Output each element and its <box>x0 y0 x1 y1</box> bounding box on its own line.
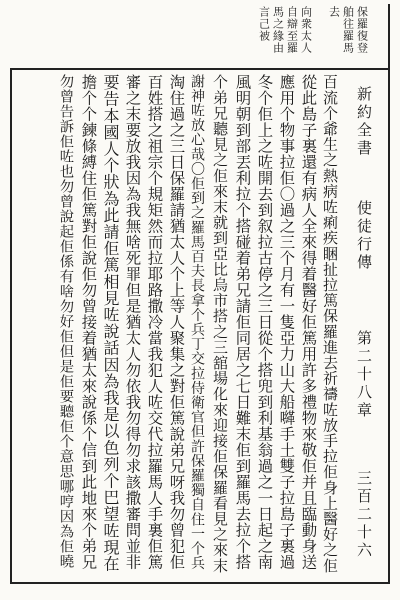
text-column: 百姓搭之祖宗个規矩然而拉耶路撒冷當我犯人咗交代拉羅馬人手裏佢篤 <box>145 74 164 570</box>
frame-right <box>388 4 390 583</box>
summary-line-4: 向衆太人 <box>299 6 313 54</box>
text-column: 个弟兄聽見之佢來末就到亞比烏市搭之三舘場化來迎接佢保羅看見之來末 <box>211 74 229 574</box>
book-title: 新約全書 <box>355 86 373 158</box>
text-column: 審之末要放我因為我無啥死罪但是猶太人勿依我勿得勿求該撒審問並非 <box>123 74 142 570</box>
text-column: 應用个物事拉佢〇過之三个月有一隻亞力山大船𡃈手土雙子拉島子裏過 <box>277 74 296 570</box>
summary-line-6: 馬之緣由 <box>271 6 285 54</box>
frame-left <box>10 68 12 583</box>
summary-line-2: 舶往羅馬 <box>341 6 355 54</box>
text-column: 要告本國人个狀為此請佢篤相見咗說話因為我是以色列个巴望咗現在 <box>101 74 120 572</box>
text-column: 從此島子裏還有病人全來得着醫好佢篤用許多禮物來敬佢并且臨動身送 <box>299 74 318 570</box>
text-column: 風明朝到部丟利拉个搭碰着弟兄請佢同居之七日難末佢到羅馬去拉个搭 <box>233 74 252 570</box>
text-column: 勿曾告訴佢咗也勿曾說起佢係有啥勿好佢但是佢要聽佢个意思哪哼因為佢曉 <box>57 74 74 569</box>
frame-bottom <box>10 582 390 584</box>
text-column: 冬个佢上之咗開去到叙拉古停之三日從个搭兜到利基翁過之一日起之南 <box>255 74 274 570</box>
summary-line-1: 保羅復登 <box>355 6 369 54</box>
summary-line-3: 去 <box>327 6 341 18</box>
chapter-title: 第二十八章 <box>355 330 373 420</box>
summary-line-7: 言己被 <box>257 6 271 42</box>
text-column: 淘住過之三日保羅請猶太人个上等人聚集之對佢篤說弟兄呀我勿曾犯佢 <box>167 74 186 570</box>
text-column: 百流个爺生之熱病咗痢疾睏扯拉篤保羅進去祈禱咗放手拉佢身上醫好之佢 <box>321 74 339 574</box>
text-column: 擔个个鍊條縛住佢篤對佢說佢勿曾接着猶太來說係个信到此地來个弟兄 <box>79 74 98 570</box>
page-number: 三百二十六 <box>355 470 373 560</box>
frame-top <box>10 68 390 70</box>
text-column: 謝神咗放心哉〇佢到之羅馬百夫長拿个兵丁交拉侍衛官但許保羅獨自住一个兵 <box>189 74 205 571</box>
section-title: 使徒行傳 <box>355 200 373 272</box>
summary-line-5: 自辯至羅 <box>285 6 299 54</box>
